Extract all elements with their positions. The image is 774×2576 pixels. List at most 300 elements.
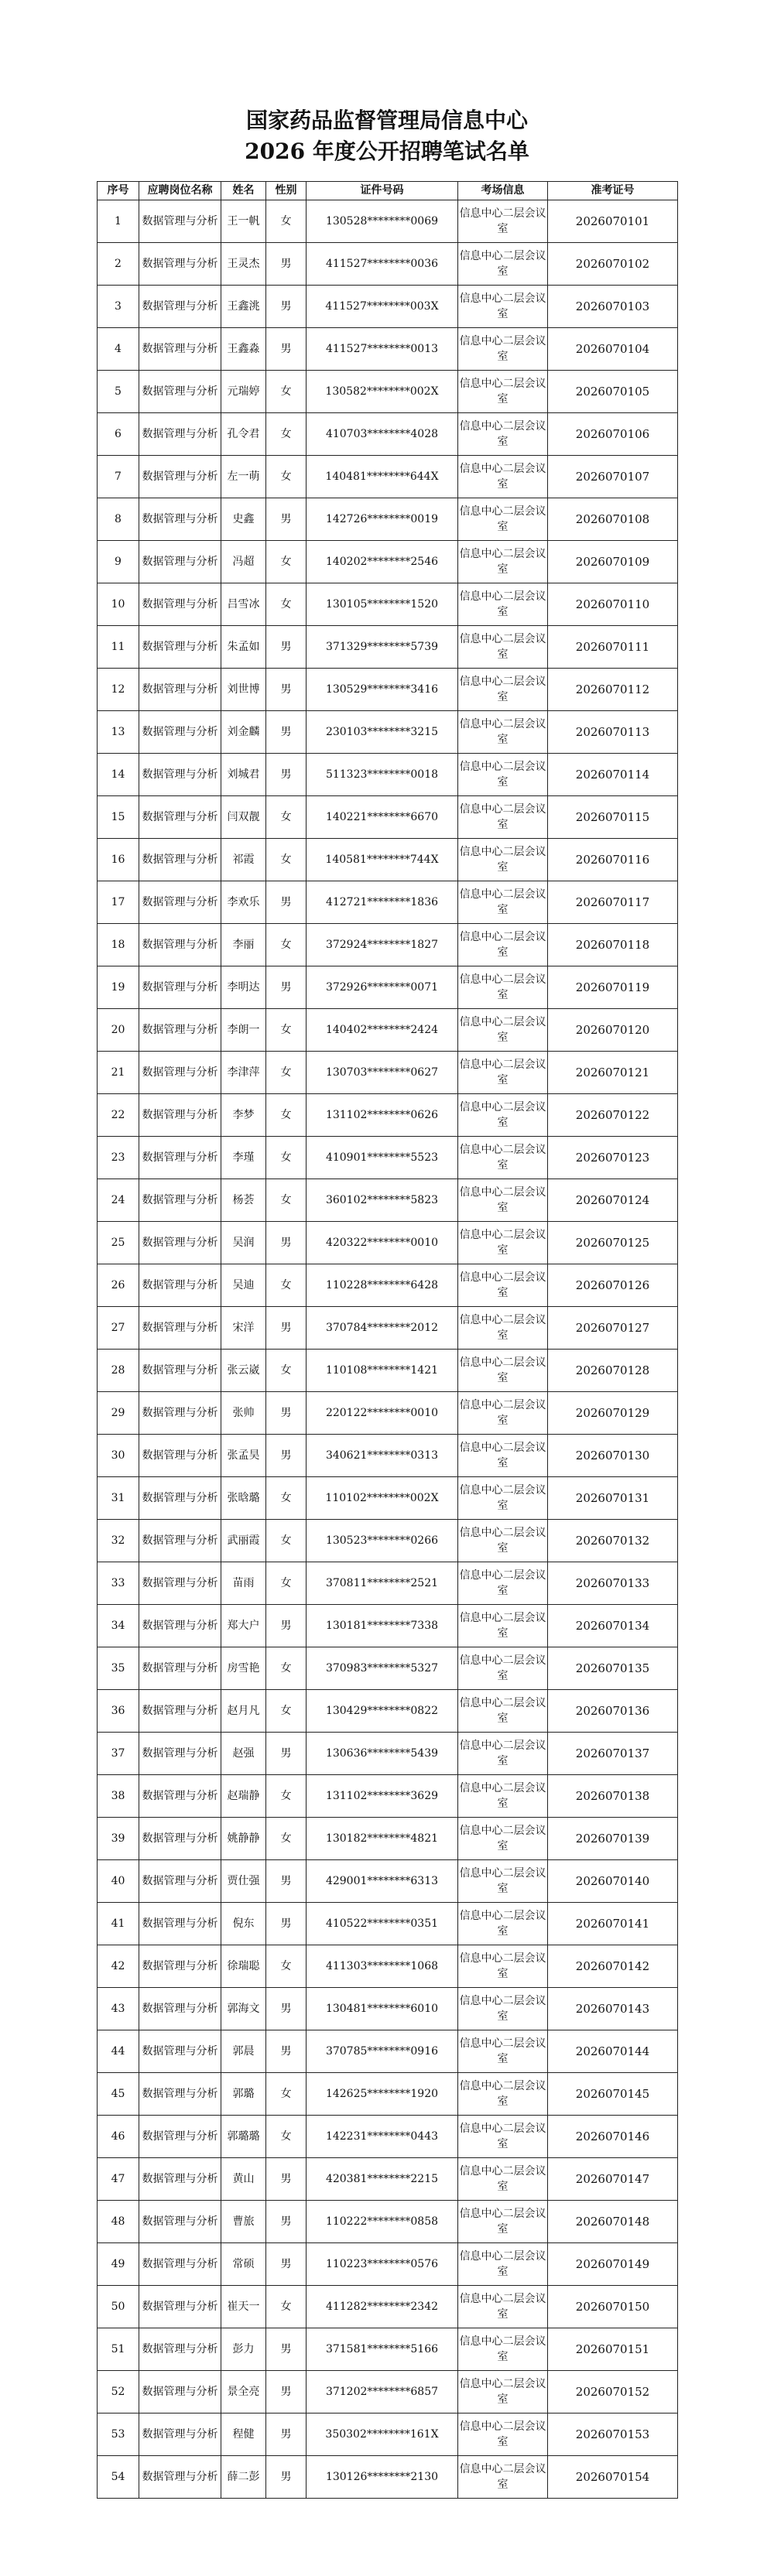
table-row — [98, 583, 678, 626]
name-cell: 吴润 — [221, 1222, 266, 1264]
table-row — [98, 413, 678, 456]
table-row — [98, 669, 678, 711]
position-cell: 数据管理与分析 — [139, 583, 221, 626]
room-cell: 信息中心二层会议室 — [458, 541, 548, 583]
seq-cell: 46 — [98, 2116, 139, 2158]
seq-cell: 37 — [98, 1733, 139, 1775]
seq-cell: 36 — [98, 1690, 139, 1733]
gender-cell: 女 — [266, 371, 307, 413]
position-cell: 数据管理与分析 — [139, 328, 221, 371]
table-row — [98, 796, 678, 839]
name-cell: 薛二彭 — [221, 2456, 266, 2499]
room-cell: 信息中心二层会议室 — [458, 1350, 548, 1392]
gender-cell: 女 — [266, 456, 307, 498]
room-cell: 信息中心二层会议室 — [458, 1179, 548, 1222]
exam-number-cell: 2026070140 — [548, 1860, 678, 1903]
exam-number-cell: 2026070131 — [548, 1477, 678, 1520]
exam-number-cell: 2026070119 — [548, 966, 678, 1009]
table-row — [98, 1264, 678, 1307]
gender-cell: 男 — [266, 754, 307, 796]
id-number-cell: 142726********0019 — [307, 498, 458, 541]
seq-cell: 12 — [98, 669, 139, 711]
id-number-cell: 140221********6670 — [307, 796, 458, 839]
table-row — [98, 2030, 678, 2073]
position-cell: 数据管理与分析 — [139, 541, 221, 583]
id-number-cell: 130528********0069 — [307, 200, 458, 243]
id-number-cell: 142625********1920 — [307, 2073, 458, 2116]
position-cell: 数据管理与分析 — [139, 1818, 221, 1860]
exam-number-cell: 2026070129 — [548, 1392, 678, 1435]
seq-cell: 34 — [98, 1605, 139, 1647]
seq-cell: 23 — [98, 1137, 139, 1179]
gender-cell: 男 — [266, 2456, 307, 2499]
name-cell: 张帅 — [221, 1392, 266, 1435]
gender-cell: 男 — [266, 1222, 307, 1264]
header-exam-number: 准考证号 — [548, 182, 678, 200]
room-cell: 信息中心二层会议室 — [458, 1477, 548, 1520]
seq-cell: 52 — [98, 2371, 139, 2414]
gender-cell: 女 — [266, 2116, 307, 2158]
position-cell: 数据管理与分析 — [139, 2030, 221, 2073]
name-cell: 宋洋 — [221, 1307, 266, 1350]
id-number-cell: 411282********2342 — [307, 2286, 458, 2328]
room-cell: 信息中心二层会议室 — [458, 1222, 548, 1264]
table-row — [98, 2286, 678, 2328]
id-number-cell: 110108********1421 — [307, 1350, 458, 1392]
id-number-cell: 140581********744X — [307, 839, 458, 881]
name-cell: 吴迪 — [221, 1264, 266, 1307]
table-row — [98, 1009, 678, 1052]
table-row — [98, 1094, 678, 1137]
id-number-cell: 370983********5327 — [307, 1647, 458, 1690]
table-row — [98, 371, 678, 413]
name-cell: 李朗一 — [221, 1009, 266, 1052]
seq-cell: 9 — [98, 541, 139, 583]
seq-cell: 21 — [98, 1052, 139, 1094]
gender-cell: 男 — [266, 1733, 307, 1775]
exam-number-cell: 2026070114 — [548, 754, 678, 796]
table-row — [98, 1137, 678, 1179]
exam-number-cell: 2026070110 — [548, 583, 678, 626]
gender-cell: 女 — [266, 583, 307, 626]
id-number-cell: 411527********003X — [307, 286, 458, 328]
header-seq: 序号 — [98, 182, 139, 200]
name-cell: 赵月凡 — [221, 1690, 266, 1733]
position-cell: 数据管理与分析 — [139, 1307, 221, 1350]
header-gender: 性别 — [266, 182, 307, 200]
seq-cell: 40 — [98, 1860, 139, 1903]
room-cell: 信息中心二层会议室 — [458, 1052, 548, 1094]
exam-number-cell: 2026070145 — [548, 2073, 678, 2116]
seq-cell: 39 — [98, 1818, 139, 1860]
exam-number-cell: 2026070117 — [548, 881, 678, 924]
id-number-cell: 110223********0576 — [307, 2243, 458, 2286]
exam-number-cell: 2026070102 — [548, 243, 678, 286]
gender-cell: 女 — [266, 1350, 307, 1392]
name-cell: 孔令君 — [221, 413, 266, 456]
exam-number-cell: 2026070125 — [548, 1222, 678, 1264]
table-row — [98, 2116, 678, 2158]
seq-cell: 18 — [98, 924, 139, 966]
gender-cell: 女 — [266, 1690, 307, 1733]
id-number-cell: 110228********6428 — [307, 1264, 458, 1307]
id-number-cell: 230103********3215 — [307, 711, 458, 754]
name-cell: 彭力 — [221, 2328, 266, 2371]
name-cell: 李明达 — [221, 966, 266, 1009]
table-header-row — [98, 182, 678, 200]
name-cell: 张云崴 — [221, 1350, 266, 1392]
seq-cell: 25 — [98, 1222, 139, 1264]
name-cell: 刘城君 — [221, 754, 266, 796]
name-cell: 郭璐璐 — [221, 2116, 266, 2158]
position-cell: 数据管理与分析 — [139, 1733, 221, 1775]
exam-number-cell: 2026070132 — [548, 1520, 678, 1562]
gender-cell: 女 — [266, 2286, 307, 2328]
table-row — [98, 1520, 678, 1562]
id-number-cell: 410522********0351 — [307, 1903, 458, 1945]
table-row — [98, 1945, 678, 1988]
id-number-cell: 372926********0071 — [307, 966, 458, 1009]
table-row — [98, 1052, 678, 1094]
name-cell: 李丽 — [221, 924, 266, 966]
seq-cell: 33 — [98, 1562, 139, 1605]
table-row — [98, 2414, 678, 2456]
header-name: 姓名 — [221, 182, 266, 200]
room-cell: 信息中心二层会议室 — [458, 583, 548, 626]
name-cell: 程健 — [221, 2414, 266, 2456]
seq-cell: 35 — [98, 1647, 139, 1690]
gender-cell: 男 — [266, 2371, 307, 2414]
room-cell: 信息中心二层会议室 — [458, 2030, 548, 2073]
room-cell: 信息中心二层会议室 — [458, 924, 548, 966]
position-cell: 数据管理与分析 — [139, 413, 221, 456]
name-cell: 郑大户 — [221, 1605, 266, 1647]
table-row — [98, 1179, 678, 1222]
gender-cell: 男 — [266, 966, 307, 1009]
name-cell: 闫双靓 — [221, 796, 266, 839]
room-cell: 信息中心二层会议室 — [458, 2116, 548, 2158]
gender-cell: 女 — [266, 1520, 307, 1562]
seq-cell: 32 — [98, 1520, 139, 1562]
room-cell: 信息中心二层会议室 — [458, 1094, 548, 1137]
room-cell: 信息中心二层会议室 — [458, 1435, 548, 1477]
name-cell: 杨荟 — [221, 1179, 266, 1222]
position-cell: 数据管理与分析 — [139, 1009, 221, 1052]
exam-number-cell: 2026070120 — [548, 1009, 678, 1052]
room-cell: 信息中心二层会议室 — [458, 1264, 548, 1307]
position-cell: 数据管理与分析 — [139, 1350, 221, 1392]
seq-cell: 28 — [98, 1350, 139, 1392]
room-cell: 信息中心二层会议室 — [458, 498, 548, 541]
position-cell: 数据管理与分析 — [139, 2243, 221, 2286]
id-number-cell: 360102********5823 — [307, 1179, 458, 1222]
position-cell: 数据管理与分析 — [139, 1179, 221, 1222]
name-cell: 刘金麟 — [221, 711, 266, 754]
seq-cell: 11 — [98, 626, 139, 669]
position-cell: 数据管理与分析 — [139, 2116, 221, 2158]
room-cell: 信息中心二层会议室 — [458, 839, 548, 881]
exam-number-cell: 2026070149 — [548, 2243, 678, 2286]
exam-number-cell: 2026070104 — [548, 328, 678, 371]
gender-cell: 女 — [266, 1775, 307, 1818]
id-number-cell: 350302********161X — [307, 2414, 458, 2456]
room-cell: 信息中心二层会议室 — [458, 1733, 548, 1775]
room-cell: 信息中心二层会议室 — [458, 1520, 548, 1562]
id-number-cell: 130182********4821 — [307, 1818, 458, 1860]
exam-number-cell: 2026070146 — [548, 2116, 678, 2158]
position-cell: 数据管理与分析 — [139, 1775, 221, 1818]
id-number-cell: 130481********6010 — [307, 1988, 458, 2030]
room-cell: 信息中心二层会议室 — [458, 711, 548, 754]
room-cell: 信息中心二层会议室 — [458, 328, 548, 371]
room-cell: 信息中心二层会议室 — [458, 1988, 548, 2030]
room-cell: 信息中心二层会议室 — [458, 626, 548, 669]
id-number-cell: 142231********0443 — [307, 2116, 458, 2158]
gender-cell: 男 — [266, 2158, 307, 2201]
id-number-cell: 110102********002X — [307, 1477, 458, 1520]
seq-cell: 48 — [98, 2201, 139, 2243]
seq-cell: 53 — [98, 2414, 139, 2456]
exam-number-cell: 2026070121 — [548, 1052, 678, 1094]
seq-cell: 49 — [98, 2243, 139, 2286]
exam-number-cell: 2026070135 — [548, 1647, 678, 1690]
gender-cell: 女 — [266, 2073, 307, 2116]
id-number-cell: 411527********0013 — [307, 328, 458, 371]
room-cell: 信息中心二层会议室 — [458, 1009, 548, 1052]
room-cell: 信息中心二层会议室 — [458, 371, 548, 413]
id-number-cell: 411527********0036 — [307, 243, 458, 286]
gender-cell: 女 — [266, 839, 307, 881]
gender-cell: 男 — [266, 1605, 307, 1647]
exam-number-cell: 2026070154 — [548, 2456, 678, 2499]
room-cell: 信息中心二层会议室 — [458, 2328, 548, 2371]
seq-cell: 19 — [98, 966, 139, 1009]
gender-cell: 男 — [266, 328, 307, 371]
table-row — [98, 1775, 678, 1818]
exam-number-cell: 2026070101 — [548, 200, 678, 243]
gender-cell: 男 — [266, 1392, 307, 1435]
table-row — [98, 328, 678, 371]
gender-cell: 男 — [266, 669, 307, 711]
position-cell: 数据管理与分析 — [139, 2328, 221, 2371]
table-row — [98, 541, 678, 583]
name-cell: 李欢乐 — [221, 881, 266, 924]
position-cell: 数据管理与分析 — [139, 881, 221, 924]
seq-cell: 4 — [98, 328, 139, 371]
position-cell: 数据管理与分析 — [139, 1052, 221, 1094]
id-number-cell: 371202********6857 — [307, 2371, 458, 2414]
id-number-cell: 140402********2424 — [307, 1009, 458, 1052]
seq-cell: 1 — [98, 200, 139, 243]
exam-number-cell: 2026070105 — [548, 371, 678, 413]
header-position: 应聘岗位名称 — [139, 182, 221, 200]
position-cell: 数据管理与分析 — [139, 1392, 221, 1435]
position-cell: 数据管理与分析 — [139, 754, 221, 796]
gender-cell: 男 — [266, 1860, 307, 1903]
room-cell: 信息中心二层会议室 — [458, 243, 548, 286]
name-cell: 武丽霞 — [221, 1520, 266, 1562]
id-number-cell: 140202********2546 — [307, 541, 458, 583]
table-row — [98, 2328, 678, 2371]
position-cell: 数据管理与分析 — [139, 1605, 221, 1647]
header-room: 考场信息 — [458, 182, 548, 200]
id-number-cell: 131102********0626 — [307, 1094, 458, 1137]
exam-number-cell: 2026070136 — [548, 1690, 678, 1733]
id-number-cell: 340621********0313 — [307, 1435, 458, 1477]
seq-cell: 44 — [98, 2030, 139, 2073]
table-row — [98, 1222, 678, 1264]
seq-cell: 24 — [98, 1179, 139, 1222]
position-cell: 数据管理与分析 — [139, 669, 221, 711]
position-cell: 数据管理与分析 — [139, 371, 221, 413]
exam-number-cell: 2026070111 — [548, 626, 678, 669]
name-cell: 史鑫 — [221, 498, 266, 541]
name-cell: 吕雪冰 — [221, 583, 266, 626]
table-body — [98, 200, 678, 2499]
name-cell: 左一萌 — [221, 456, 266, 498]
table-row — [98, 2243, 678, 2286]
name-cell: 郭晨 — [221, 2030, 266, 2073]
position-cell: 数据管理与分析 — [139, 1264, 221, 1307]
position-cell: 数据管理与分析 — [139, 1137, 221, 1179]
exam-number-cell: 2026070138 — [548, 1775, 678, 1818]
id-number-cell: 370784********2012 — [307, 1307, 458, 1350]
position-cell: 数据管理与分析 — [139, 711, 221, 754]
table-row — [98, 966, 678, 1009]
gender-cell: 男 — [266, 243, 307, 286]
table-row — [98, 200, 678, 243]
gender-cell: 男 — [266, 2201, 307, 2243]
name-cell: 曹旅 — [221, 2201, 266, 2243]
seq-cell: 16 — [98, 839, 139, 881]
position-cell: 数据管理与分析 — [139, 626, 221, 669]
position-cell: 数据管理与分析 — [139, 966, 221, 1009]
exam-number-cell: 2026070137 — [548, 1733, 678, 1775]
room-cell: 信息中心二层会议室 — [458, 1775, 548, 1818]
room-cell: 信息中心二层会议室 — [458, 413, 548, 456]
position-cell: 数据管理与分析 — [139, 1477, 221, 1520]
name-cell: 朱孟如 — [221, 626, 266, 669]
exam-number-cell: 2026070153 — [548, 2414, 678, 2456]
position-cell: 数据管理与分析 — [139, 498, 221, 541]
position-cell: 数据管理与分析 — [139, 286, 221, 328]
room-cell: 信息中心二层会议室 — [458, 966, 548, 1009]
exam-number-cell: 2026070124 — [548, 1179, 678, 1222]
gender-cell: 男 — [266, 2328, 307, 2371]
position-cell: 数据管理与分析 — [139, 2201, 221, 2243]
name-cell: 景全亮 — [221, 2371, 266, 2414]
table-row — [98, 1988, 678, 2030]
gender-cell: 男 — [266, 2243, 307, 2286]
name-cell: 刘世博 — [221, 669, 266, 711]
gender-cell: 女 — [266, 1264, 307, 1307]
gender-cell: 男 — [266, 2414, 307, 2456]
seq-cell: 43 — [98, 1988, 139, 2030]
id-number-cell: 130105********1520 — [307, 583, 458, 626]
exam-number-cell: 2026070134 — [548, 1605, 678, 1647]
id-number-cell: 370785********0916 — [307, 2030, 458, 2073]
seq-cell: 10 — [98, 583, 139, 626]
gender-cell: 女 — [266, 1647, 307, 1690]
id-number-cell: 412721********1836 — [307, 881, 458, 924]
table-row — [98, 754, 678, 796]
id-number-cell: 410703********4028 — [307, 413, 458, 456]
seq-cell: 27 — [98, 1307, 139, 1350]
room-cell: 信息中心二层会议室 — [458, 1562, 548, 1605]
room-cell: 信息中心二层会议室 — [458, 2286, 548, 2328]
table-row — [98, 1307, 678, 1350]
room-cell: 信息中心二层会议室 — [458, 754, 548, 796]
name-cell: 赵强 — [221, 1733, 266, 1775]
position-cell: 数据管理与分析 — [139, 924, 221, 966]
room-cell: 信息中心二层会议室 — [458, 1860, 548, 1903]
candidate-table — [97, 181, 678, 2499]
exam-number-cell: 2026070151 — [548, 2328, 678, 2371]
header-id-number: 证件号码 — [307, 182, 458, 200]
room-cell: 信息中心二层会议室 — [458, 1945, 548, 1988]
seq-cell: 38 — [98, 1775, 139, 1818]
table-row — [98, 626, 678, 669]
id-number-cell: 410901********5523 — [307, 1137, 458, 1179]
seq-cell: 42 — [98, 1945, 139, 1988]
seq-cell: 13 — [98, 711, 139, 754]
exam-number-cell: 2026070113 — [548, 711, 678, 754]
gender-cell: 男 — [266, 1435, 307, 1477]
room-cell: 信息中心二层会议室 — [458, 2456, 548, 2499]
gender-cell: 女 — [266, 200, 307, 243]
gender-cell: 男 — [266, 1988, 307, 2030]
exam-number-cell: 2026070141 — [548, 1903, 678, 1945]
id-number-cell: 370811********2521 — [307, 1562, 458, 1605]
room-cell: 信息中心二层会议室 — [458, 200, 548, 243]
room-cell: 信息中心二层会议室 — [458, 2414, 548, 2456]
position-cell: 数据管理与分析 — [139, 456, 221, 498]
position-cell: 数据管理与分析 — [139, 2073, 221, 2116]
id-number-cell: 130529********3416 — [307, 669, 458, 711]
gender-cell: 女 — [266, 1477, 307, 1520]
exam-number-cell: 2026070144 — [548, 2030, 678, 2073]
table-row — [98, 839, 678, 881]
id-number-cell: 371581********5166 — [307, 2328, 458, 2371]
table-row — [98, 1562, 678, 1605]
id-number-cell: 420381********2215 — [307, 2158, 458, 2201]
table-row — [98, 1690, 678, 1733]
exam-number-cell: 2026070147 — [548, 2158, 678, 2201]
name-cell: 黄山 — [221, 2158, 266, 2201]
id-number-cell: 429001********6313 — [307, 1860, 458, 1903]
gender-cell: 男 — [266, 1903, 307, 1945]
room-cell: 信息中心二层会议室 — [458, 1605, 548, 1647]
seq-cell: 30 — [98, 1435, 139, 1477]
room-cell: 信息中心二层会议室 — [458, 669, 548, 711]
room-cell: 信息中心二层会议室 — [458, 2073, 548, 2116]
name-cell: 李梦 — [221, 1094, 266, 1137]
table-row — [98, 2201, 678, 2243]
gender-cell: 女 — [266, 1945, 307, 1988]
name-cell: 崔天一 — [221, 2286, 266, 2328]
position-cell: 数据管理与分析 — [139, 2371, 221, 2414]
name-cell: 赵瑞静 — [221, 1775, 266, 1818]
gender-cell: 女 — [266, 796, 307, 839]
table-row — [98, 1605, 678, 1647]
seq-cell: 3 — [98, 286, 139, 328]
exam-number-cell: 2026070142 — [548, 1945, 678, 1988]
name-cell: 王一帆 — [221, 200, 266, 243]
id-number-cell: 420322********0010 — [307, 1222, 458, 1264]
id-number-cell: 131102********3629 — [307, 1775, 458, 1818]
position-cell: 数据管理与分析 — [139, 243, 221, 286]
gender-cell: 女 — [266, 924, 307, 966]
